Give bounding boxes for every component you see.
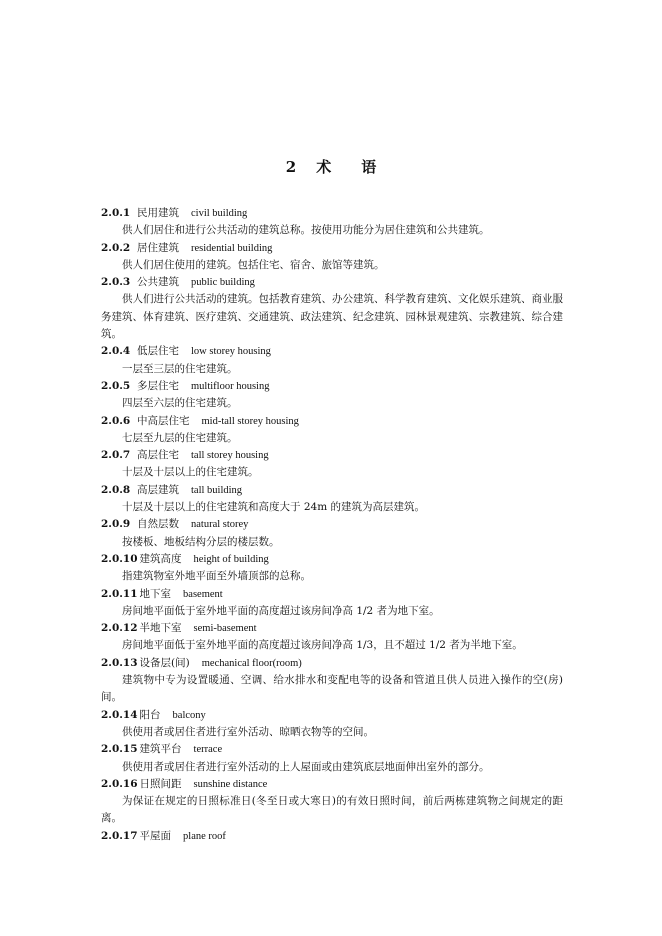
term-english: tall building	[191, 484, 243, 496]
term-entry	[101, 586, 563, 621]
term-english: residential building	[191, 242, 273, 254]
term-heading	[101, 343, 563, 360]
term-english: plane roof	[183, 830, 226, 842]
term-english: public building	[191, 277, 255, 289]
chapter-title	[0, 156, 662, 177]
term-code: 2.0.5	[101, 379, 131, 392]
term-code: 2.0.1	[101, 207, 131, 219]
term-code: 2.0.11	[101, 587, 138, 600]
term-entry	[101, 240, 563, 275]
term-english: civil building	[191, 208, 248, 219]
term-heading	[101, 413, 563, 430]
term-definition: 房间地平面低于室外地平面的高度超过该房间净高 1/2 者为地下室。	[122, 604, 440, 617]
term-chinese: 高层建筑	[137, 483, 179, 496]
term-code: 2.0.7	[101, 449, 131, 462]
term-definition: 供人们居住和进行公共活动的建筑总称。按使用功能分为居住建筑和公共建筑。	[122, 224, 490, 237]
term-heading	[101, 205, 563, 222]
term-entry	[101, 447, 563, 482]
term-definition: 供使用者或居住者进行室外活动、晾晒衣物等的空间。	[122, 725, 374, 738]
term-entry	[101, 205, 563, 240]
term-english: basement	[183, 588, 223, 600]
term-definition: 房间地平面低于室外地平面的高度超过该房间净高 1/3，且不超过 1/2 者为半地下室。	[122, 639, 523, 652]
term-entry	[101, 343, 563, 378]
term-entry	[101, 516, 563, 551]
term-definition: 七层至九层的住宅建筑。	[122, 431, 238, 444]
term-english: terrace	[193, 744, 223, 756]
term-heading	[101, 586, 563, 603]
term-code: 2.0.13	[101, 656, 138, 669]
term-entry	[101, 482, 563, 517]
term-heading	[101, 378, 563, 395]
term-chinese: 自然层数	[137, 518, 179, 531]
term-definition: 按楼板、地板结构分层的楼层数。	[122, 535, 280, 548]
term-english: sunshine distance	[193, 778, 268, 790]
term-english: semi-basement	[193, 623, 257, 635]
term-code: 2.0.14	[101, 708, 138, 721]
term-definition: 四层至六层的住宅建筑。	[122, 397, 238, 410]
term-definition: 供人们居住使用的建筑。包括住宅、宿舍、旅馆等建筑。	[122, 258, 385, 271]
term-chinese: 建筑平台	[139, 743, 182, 756]
term-entry	[101, 828, 563, 845]
term-code: 2.0.3	[101, 276, 131, 289]
term-chinese: 地下室	[139, 587, 172, 600]
term-definition: 建筑物中专为设置暖通、空调、给水排水和变配电等的设备和管道且供人员进入操作的空(房)间。	[101, 674, 563, 704]
term-heading	[101, 707, 563, 724]
term-heading	[101, 828, 563, 845]
term-code: 2.0.15	[101, 743, 138, 756]
term-heading	[101, 482, 563, 499]
term-chinese: 低层住宅	[137, 345, 179, 358]
term-definition: 为保证在规定的日照标准日(冬至日或大寒日)的有效日照时间，前后两栋建筑物之间规定的距离。	[101, 795, 563, 825]
term-heading	[101, 240, 563, 257]
term-chinese: 日照间距	[139, 777, 182, 790]
term-entry	[101, 741, 563, 776]
term-code: 2.0.4	[101, 345, 131, 358]
term-entry	[101, 413, 563, 448]
term-heading	[101, 776, 563, 793]
term-entry	[101, 707, 563, 742]
term-heading	[101, 516, 563, 533]
term-chinese: 多层住宅	[137, 379, 179, 392]
term-code: 2.0.9	[101, 518, 131, 531]
term-definition: 十层及十层以上的住宅建筑。	[122, 466, 259, 479]
term-english: low storey housing	[191, 346, 271, 358]
term-definition: 供人们进行公共活动的建筑。包括教育建筑、办公建筑、科学教育建筑、文化娱乐建筑、商业服务建筑、体育建筑、医疗建筑、交通建筑、政法建筑、纪念建筑、园林景观建筑、宗教建筑、综合建筑。	[101, 293, 563, 341]
term-chinese: 中高层住宅	[137, 414, 190, 427]
term-code: 2.0.12	[101, 622, 138, 635]
term-code: 2.0.2	[101, 241, 131, 254]
term-heading	[101, 655, 563, 672]
chapter-title-char-2: 语	[361, 158, 377, 176]
term-english: mechanical floor(room)	[201, 657, 302, 669]
term-entry	[101, 620, 563, 655]
term-english: multifloor housing	[191, 380, 270, 392]
term-heading	[101, 551, 563, 568]
term-chinese: 半地下室	[139, 622, 182, 635]
term-definition: 指建筑物室外地平面至外墙顶部的总称。	[122, 570, 311, 583]
term-chinese: 平屋面	[139, 829, 172, 842]
term-entry	[101, 776, 563, 828]
term-entry	[101, 655, 563, 707]
term-english: balcony	[172, 709, 206, 721]
term-code: 2.0.10	[101, 552, 138, 565]
term-english: natural storey	[191, 519, 249, 531]
term-entry	[101, 378, 563, 413]
term-definition: 一层至三层的住宅建筑。	[122, 362, 238, 375]
term-heading	[101, 620, 563, 637]
term-chinese: 民用建筑	[137, 207, 179, 219]
term-heading	[101, 447, 563, 464]
term-english: mid-tall storey housing	[201, 415, 299, 427]
term-chinese: 阳台	[139, 708, 161, 721]
term-chinese: 建筑高度	[139, 552, 182, 565]
chapter-number: 2	[285, 158, 297, 176]
term-entry	[101, 551, 563, 586]
term-chinese: 设备层(间)	[139, 656, 190, 669]
term-english: height of building	[193, 553, 269, 565]
term-code: 2.0.6	[101, 414, 131, 427]
term-code: 2.0.8	[101, 483, 131, 496]
term-heading	[101, 741, 563, 758]
term-entry	[101, 274, 563, 343]
term-definition: 十层及十层以上的住宅建筑和高度大于 24m 的建筑为高层建筑。	[122, 501, 425, 514]
term-list	[101, 205, 563, 845]
term-definition: 供使用者或居住者进行室外活动的上人屋面或由建筑底层地面伸出室外的部分。	[122, 760, 490, 773]
term-english: tall storey housing	[191, 450, 269, 462]
term-heading	[101, 274, 563, 291]
term-code: 2.0.17	[101, 829, 138, 842]
term-code: 2.0.16	[101, 777, 138, 790]
term-chinese: 居住建筑	[137, 241, 179, 254]
term-chinese: 公共建筑	[137, 276, 179, 289]
chapter-title-char-1: 术	[316, 158, 332, 176]
term-chinese: 高层住宅	[137, 449, 179, 462]
